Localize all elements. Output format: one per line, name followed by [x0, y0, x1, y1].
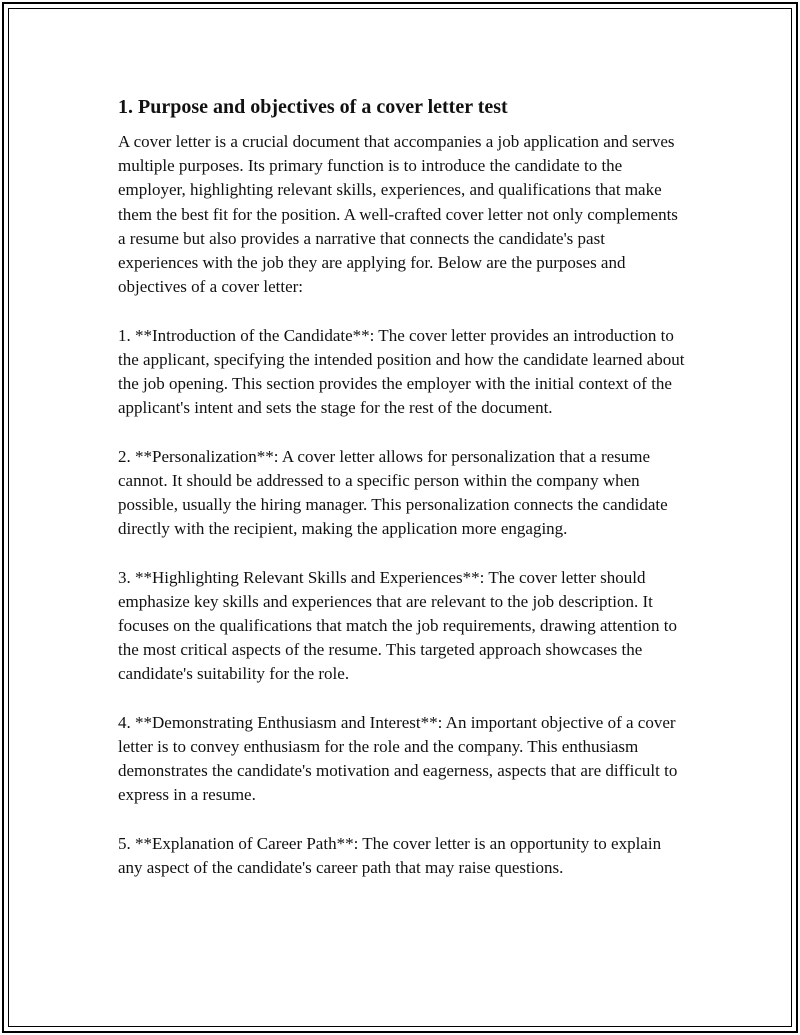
point-highlighting-skills: 3. **Highlighting Relevant Skills and Experiences**: The cover letter should emphasize key skills and experiences that are relevant to the job description. It focuses on the qualifications that match the job requirements, drawing attention to the most critical aspects of the resume. This targeted approach showcases the candidate's suitability for the role.	[118, 567, 677, 684]
point-introduction-of-candidate: 1. **Introduction of the Candidate**: The cover letter provides an introduction to the applicant, specifying the intended position and how the candidate learned about the job opening. This section provides the employer with the initial context of the applicant's intent and sets the stage for the rest of the document.	[118, 325, 685, 418]
intro-paragraph: A cover letter is a crucial document that accompanies a job application and serves multiple purposes. Its primary function is to introduce the candidate to the employer, highlighting relevant skills, experiences, and qualifications that make them the best fit for the position. A well-crafted cover letter not only complements a resume but also provides a narrative that connects the candidate's past experiences with the job they are applying for. Below are the purposes and objectives of a cover letter:	[118, 132, 678, 297]
section-heading: 1. Purpose and objectives of a cover letter test	[118, 96, 508, 118]
document-body	[118, 94, 688, 904]
point-demonstrating-enthusiasm: 4. **Demonstrating Enthusiasm and Interest**: An important objective of a cover letter is to convey enthusiasm for the role and the company. This enthusiasm demonstrates the candidate's motivation and eagerness, aspects that are difficult to express in a resume.	[118, 712, 678, 805]
point-career-path: 5. **Explanation of Career Path**: The cover letter is an opportunity to explain any aspect of the candidate's career path that may raise questions.	[118, 833, 662, 878]
point-personalization: 2. **Personalization**: A cover letter allows for personalization that a resume cannot. It should be addressed to a specific person within the company when possible, usually the hiring manager. This personalization connects the candidate directly with the recipient, making the application more engaging.	[118, 446, 668, 539]
